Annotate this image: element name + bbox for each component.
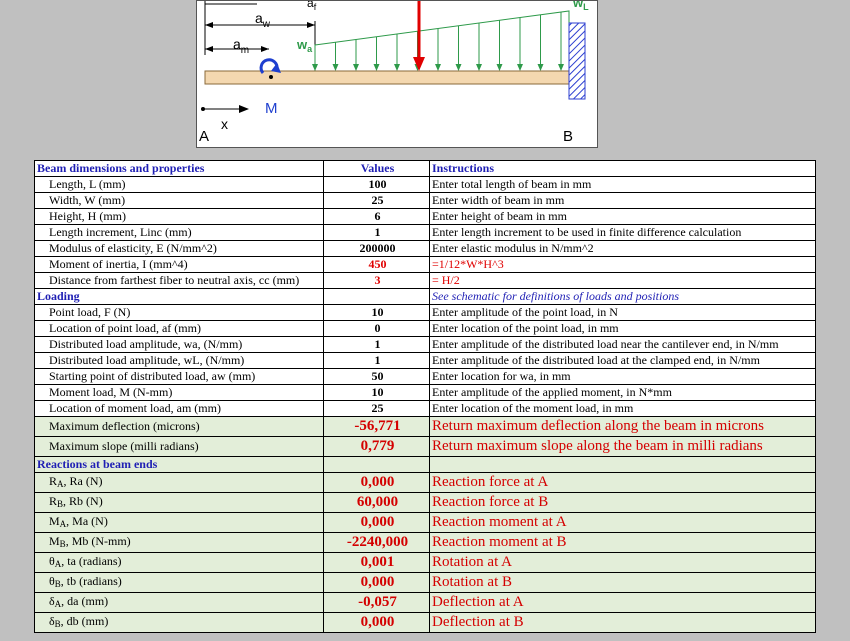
- reaction-label[interactable]: [35, 573, 324, 593]
- table-row: [35, 369, 816, 385]
- table-row: [35, 437, 816, 457]
- am-label: $a_m$: [233, 36, 250, 56]
- moment-label: M: [265, 100, 278, 117]
- distributed-load-arrow-icon: [435, 64, 441, 71]
- property-value[interactable]: 6: [324, 209, 430, 225]
- distributed-load-arrow-icon: [333, 64, 339, 71]
- table-row: [35, 613, 816, 633]
- reaction-label[interactable]: [35, 593, 324, 613]
- reaction-label[interactable]: [35, 553, 324, 573]
- reaction-value[interactable]: 0,000: [324, 513, 430, 533]
- property-label[interactable]: Height, H (mm): [35, 209, 324, 225]
- reaction-description: , Mb (N-mm): [65, 533, 131, 548]
- reaction-description: , da (mm): [61, 593, 109, 608]
- table-row: [35, 321, 816, 337]
- reaction-instruction[interactable]: Reaction force at A: [430, 473, 816, 493]
- moment-point-icon: [269, 75, 273, 79]
- reaction-label[interactable]: [35, 493, 324, 513]
- property-instruction[interactable]: Enter length increment to be used in finite difference calculation: [430, 225, 816, 241]
- reaction-value[interactable]: 0,000: [324, 613, 430, 633]
- loading-value[interactable]: 0: [324, 321, 430, 337]
- result-value[interactable]: -56,771: [324, 417, 430, 437]
- wL-label: $w_L$: [573, 1, 589, 12]
- loading-instruction[interactable]: Enter amplitude of the distributed load near the cantilever end, in N/mm: [430, 337, 816, 353]
- loading-value[interactable]: 25: [324, 401, 430, 417]
- af-label: $a_f$: [307, 1, 317, 12]
- result-label[interactable]: Maximum slope (milli radians): [35, 437, 324, 457]
- am-arrow-left-icon: [205, 46, 213, 52]
- loading-label[interactable]: Starting point of distributed load, aw (mm): [35, 369, 324, 385]
- distributed-load-arrow-icon: [394, 64, 400, 71]
- property-instruction[interactable]: Enter elastic modulus in N/mm^2: [430, 241, 816, 257]
- reaction-label[interactable]: [35, 513, 324, 533]
- distributed-load-arrow-icon: [538, 64, 544, 71]
- loading-note[interactable]: See schematic for definitions of loads and positions: [430, 289, 816, 305]
- reaction-value[interactable]: -2240,000: [324, 533, 430, 553]
- loading-value[interactable]: 1: [324, 353, 430, 369]
- reaction-subscript: A: [59, 518, 67, 529]
- reaction-subscript: B: [57, 498, 64, 509]
- loading-instruction[interactable]: Enter location for wa, in mm: [430, 369, 816, 385]
- reaction-label[interactable]: [35, 473, 324, 493]
- result-value[interactable]: 0,779: [324, 437, 430, 457]
- property-value[interactable]: 1: [324, 225, 430, 241]
- loading-section-header[interactable]: Loading: [35, 289, 324, 305]
- reaction-symbol: δ: [49, 613, 55, 628]
- table-row: [35, 493, 816, 513]
- reaction-value[interactable]: -0,057: [324, 593, 430, 613]
- distributed-load-arrows: [312, 12, 564, 71]
- reactions-empty-cell[interactable]: [430, 457, 816, 473]
- end-b-label: B: [563, 128, 574, 145]
- loading-label[interactable]: Moment load, M (N-mm): [35, 385, 324, 401]
- loading-instruction[interactable]: Enter location of the point load, in mm: [430, 321, 816, 337]
- loading-instruction[interactable]: Enter amplitude of the applied moment, in N*mm: [430, 385, 816, 401]
- reaction-subscript: A: [54, 558, 62, 569]
- distributed-load-arrow-icon: [374, 64, 380, 71]
- reaction-value[interactable]: 0,001: [324, 553, 430, 573]
- property-instruction[interactable]: = H/2: [430, 273, 816, 289]
- property-label[interactable]: Length increment, Linc (mm): [35, 225, 324, 241]
- aw-arrow-right-icon: [307, 22, 315, 28]
- table-row: [35, 553, 816, 573]
- distributed-load-arrow-icon: [312, 64, 318, 71]
- reaction-instruction[interactable]: Rotation at A: [430, 553, 816, 573]
- reaction-symbol: θ: [49, 573, 55, 588]
- reaction-description: , Rb (N): [63, 493, 103, 508]
- reactions-empty-cell[interactable]: [324, 457, 430, 473]
- table-row: [35, 177, 816, 193]
- property-value[interactable]: 200000: [324, 241, 430, 257]
- loading-value[interactable]: 50: [324, 369, 430, 385]
- distributed-load-arrow-icon: [517, 64, 523, 71]
- header-row: [35, 161, 816, 177]
- x-axis-arrow-icon: [239, 105, 249, 113]
- property-label[interactable]: Length, L (mm): [35, 177, 324, 193]
- reactions-section-header[interactable]: Reactions at beam ends: [35, 457, 324, 473]
- table-row: [35, 209, 816, 225]
- distributed-load-arrow-icon: [456, 64, 462, 71]
- property-label[interactable]: Moment of inertia, I (mm^4): [35, 257, 324, 273]
- reaction-symbol: θ: [49, 553, 55, 568]
- table-row: [35, 473, 816, 493]
- aw-arrow-left-icon: [205, 22, 213, 28]
- table-row: [35, 513, 816, 533]
- reaction-instruction[interactable]: Deflection at B: [430, 613, 816, 633]
- property-label[interactable]: Modulus of elasticity, E (N/mm^2): [35, 241, 324, 257]
- loading-label[interactable]: Distributed load amplitude, wa, (N/mm): [35, 337, 324, 353]
- aw-label: $a_w$: [255, 10, 271, 30]
- beam-spreadsheet: [34, 160, 816, 633]
- loading-label[interactable]: Point load, F (N): [35, 305, 324, 321]
- reaction-description: , tb (radians): [60, 573, 122, 588]
- result-instruction[interactable]: Return maximum slope along the beam in milli radians: [430, 437, 816, 457]
- beam-schematic-svg: [197, 1, 598, 148]
- property-label[interactable]: Distance from farthest fiber to neutral axis, cc (mm): [35, 273, 324, 289]
- table-row: [35, 337, 816, 353]
- loading-instruction[interactable]: Enter location of the moment load, in mm: [430, 401, 816, 417]
- reaction-instruction[interactable]: Rotation at B: [430, 573, 816, 593]
- table-row: [35, 401, 816, 417]
- table-row: [35, 417, 816, 437]
- loading-instruction[interactable]: Enter amplitude of the point load, in N: [430, 305, 816, 321]
- reaction-label[interactable]: [35, 613, 324, 633]
- header-values[interactable]: Values: [324, 161, 430, 177]
- loading-instruction[interactable]: Enter amplitude of the distributed load at the clamped end, in N/mm: [430, 353, 816, 369]
- reaction-instruction[interactable]: Reaction moment at B: [430, 533, 816, 553]
- wa-label: $w_a$: [297, 37, 313, 54]
- reaction-subscript: B: [59, 538, 66, 549]
- loading-empty-cell[interactable]: [324, 289, 430, 305]
- reaction-description: , Ma (N): [66, 513, 108, 528]
- reaction-label[interactable]: [35, 533, 324, 553]
- property-value[interactable]: 25: [324, 193, 430, 209]
- reaction-symbol: M: [49, 513, 60, 528]
- x-label: x: [221, 116, 228, 132]
- reaction-subscript: A: [54, 598, 62, 609]
- distributed-load-arrow-icon: [497, 64, 503, 71]
- distributed-load-arrow-icon: [353, 64, 359, 71]
- beam-schematic: [196, 0, 598, 148]
- reaction-description: , db (mm): [60, 613, 109, 628]
- reaction-description: , ta (radians): [61, 553, 122, 568]
- property-value[interactable]: 450: [324, 257, 430, 273]
- distributed-load-arrow-icon: [476, 64, 482, 71]
- reactions-header-row: [35, 457, 816, 473]
- table-row: [35, 193, 816, 209]
- loading-label[interactable]: Location of moment load, am (mm): [35, 401, 324, 417]
- table-row: [35, 533, 816, 553]
- reaction-symbol: R: [49, 493, 58, 508]
- loading-header-row: [35, 289, 816, 305]
- property-value[interactable]: 100: [324, 177, 430, 193]
- reaction-value[interactable]: 60,000: [324, 493, 430, 513]
- table-row: [35, 273, 816, 289]
- table-row: [35, 305, 816, 321]
- reaction-symbol: M: [49, 533, 60, 548]
- table-row: [35, 225, 816, 241]
- clamped-wall: [569, 23, 585, 99]
- reaction-symbol: R: [49, 473, 58, 488]
- property-label[interactable]: Width, W (mm): [35, 193, 324, 209]
- reaction-subscript: B: [54, 578, 61, 589]
- result-instruction[interactable]: Return maximum deflection along the beam in microns: [430, 417, 816, 437]
- reaction-instruction[interactable]: Reaction moment at A: [430, 513, 816, 533]
- reaction-subscript: A: [57, 478, 64, 489]
- table-row: [35, 385, 816, 401]
- loading-value[interactable]: 10: [324, 385, 430, 401]
- loading-value[interactable]: 10: [324, 305, 430, 321]
- loading-label[interactable]: Location of point load, af (mm): [35, 321, 324, 337]
- loading-label[interactable]: Distributed load amplitude, wL, (N/mm): [35, 353, 324, 369]
- table-row: [35, 241, 816, 257]
- property-instruction[interactable]: Enter total length of beam in mm: [430, 177, 816, 193]
- reaction-value[interactable]: 0,000: [324, 573, 430, 593]
- reaction-instruction[interactable]: Deflection at A: [430, 593, 816, 613]
- end-a-label: A: [199, 128, 210, 145]
- property-instruction[interactable]: Enter height of beam in mm: [430, 209, 816, 225]
- reaction-value[interactable]: 0,000: [324, 473, 430, 493]
- reaction-description: , Ra (N): [63, 473, 103, 488]
- reaction-instruction[interactable]: Reaction force at B: [430, 493, 816, 513]
- property-instruction[interactable]: Enter width of beam in mm: [430, 193, 816, 209]
- distributed-load-outline: [315, 11, 569, 71]
- header-properties[interactable]: Beam dimensions and properties: [35, 161, 324, 177]
- table-row: [35, 353, 816, 369]
- loading-value[interactable]: 1: [324, 337, 430, 353]
- table-row: [35, 593, 816, 613]
- reaction-symbol: δ: [49, 593, 55, 608]
- reaction-subscript: B: [54, 618, 61, 629]
- beam-body: [205, 71, 569, 84]
- table-row: [35, 257, 816, 273]
- header-instructions[interactable]: Instructions: [430, 161, 816, 177]
- am-arrow-right-icon: [261, 46, 269, 52]
- table-row: [35, 573, 816, 593]
- property-value[interactable]: 3: [324, 273, 430, 289]
- distributed-load-arrow-icon: [558, 64, 564, 71]
- property-instruction[interactable]: =1/12*W*H^3: [430, 257, 816, 273]
- result-label[interactable]: Maximum deflection (microns): [35, 417, 324, 437]
